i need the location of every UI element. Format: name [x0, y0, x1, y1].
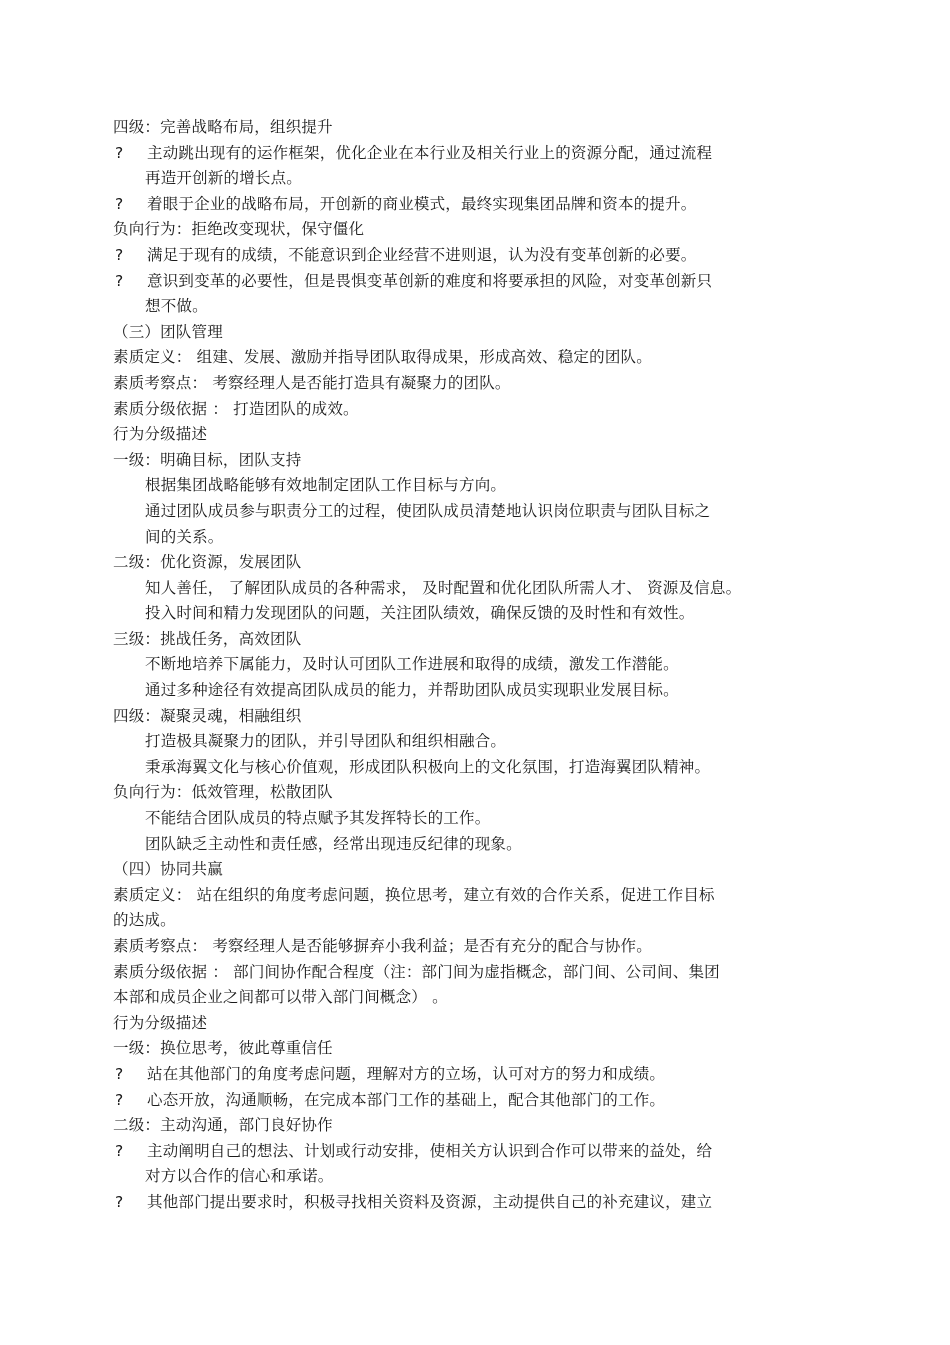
paragraph-line: [113, 601, 873, 627]
line-text: 对方以合作的信心和承诺。: [145, 1167, 334, 1186]
line-text: 素质考察点： 考察经理人是否能够摒弃小我利益；是否有充分的配合与协作。: [113, 937, 652, 955]
paragraph-line: [113, 806, 873, 832]
paragraph-line: [113, 1011, 873, 1037]
paragraph-line: [113, 473, 873, 499]
paragraph-line: [113, 397, 873, 423]
line-text: 素质定义： 站在组织的角度考虑问题，换位思考，建立有效的合作关系，促进工作目标: [113, 885, 715, 904]
paragraph-line: [113, 985, 873, 1011]
bullet-marker: ?: [115, 1141, 124, 1160]
paragraph-line: [113, 166, 873, 192]
paragraph-line: [113, 1164, 873, 1190]
line-text: 满足于现有的成绩，不能意识到企业经营不进则退，认为没有变革创新的必要。: [147, 245, 697, 264]
line-text: 四级：完善战略布局，组织提升: [113, 118, 333, 136]
line-text: 素质定义： 组建、发展、激励并指导团队取得成果，形成高效、稳定的团队。: [113, 348, 652, 367]
paragraph-line: [113, 832, 873, 858]
line-text: 着眼于企业的战略布局，开创新的商业模式，最终实现集团品牌和资本的提升。: [147, 194, 697, 213]
bullet-marker: ?: [115, 1090, 124, 1109]
paragraph-line: [113, 960, 873, 986]
line-text: 知人善任， 了解团队成员的各种需求， 及时配置和优化团队所需人才、 资源及信息。: [145, 578, 742, 597]
paragraph-line: [113, 422, 873, 448]
paragraph-line: [113, 499, 873, 525]
line-text: （四）协同共赢: [113, 860, 223, 879]
bullet-marker: ?: [115, 143, 124, 162]
line-text: 素质分级依据 ： 部门间协作配合程度（注：部门间为虚指概念，部门间、公司间、集团: [113, 962, 720, 981]
bullet-paragraph-line: [113, 1088, 873, 1114]
paragraph-line: [113, 1036, 873, 1062]
line-text: 行为分级描述: [113, 425, 208, 444]
bullet-marker: ?: [115, 271, 124, 290]
bullet-marker: ?: [115, 245, 124, 264]
bullet-marker: ?: [115, 1192, 124, 1211]
line-text: 意识到变革的必要性，但是畏惧变革创新的难度和将要承担的风险，对变革创新只: [147, 271, 713, 290]
line-text: 心态开放，沟通顺畅，在完成本部门工作的基础上，配合其他部门的工作。: [147, 1090, 666, 1109]
line-text: 负向行为：拒绝改变现状，保守僵化: [113, 220, 365, 239]
paragraph-line: [113, 857, 873, 883]
line-text: 负向行为：低效管理，松散团队: [113, 783, 333, 802]
paragraph-line: [113, 755, 873, 781]
line-text: 三级：挑战任务，高效团队: [113, 629, 302, 648]
bullet-paragraph-line: [113, 243, 873, 269]
line-text: 投入时间和精力发现团队的问题，关注团队绩效，确保反馈的及时性和有效性。: [145, 604, 695, 623]
line-text: 二级：主动沟通，部门良好协作: [113, 1116, 333, 1135]
line-text: 一级：明确目标，团队支持: [113, 450, 302, 469]
line-text: 主动跳出现有的运作框架，优化企业在本行业及相关行业上的资源分配，通过流程: [147, 143, 713, 162]
paragraph-line: [113, 678, 873, 704]
line-text: 再造开创新的增长点。: [145, 169, 303, 188]
line-text: 的达成。: [113, 911, 176, 930]
paragraph-line: [113, 448, 873, 474]
paragraph-line: [113, 627, 873, 653]
paragraph-line: [113, 934, 873, 960]
paragraph-line: [113, 345, 873, 371]
line-text: 不能结合团队成员的特点赋予其发挥特长的工作。: [145, 809, 491, 828]
line-text: 想不做。: [145, 297, 208, 316]
paragraph-line: [113, 780, 873, 806]
paragraph-line: [113, 576, 873, 602]
paragraph-line: [113, 652, 873, 678]
paragraph-line: [113, 294, 873, 320]
line-text: 通过团队成员参与职责分工的过程，使团队成员清楚地认识岗位职责与团队目标之: [145, 501, 711, 520]
bullet-paragraph-line: [113, 1190, 873, 1216]
bullet-marker: ?: [115, 194, 124, 213]
line-text: 打造极具凝聚力的团队，并引导团队和组织相融合。: [145, 732, 507, 751]
paragraph-line: [113, 320, 873, 346]
paragraph-line: [113, 908, 873, 934]
line-text: 其他部门提出要求时，积极寻找相关资料及资源，主动提供自己的补充建议，建立: [147, 1192, 713, 1211]
line-text: （三）团队管理: [113, 322, 223, 341]
line-text: 二级：优化资源，发展团队: [113, 553, 302, 572]
line-text: 一级：换位思考，彼此尊重信任: [113, 1039, 333, 1058]
paragraph-line: [113, 883, 873, 909]
paragraph-line: [113, 525, 873, 551]
line-text: 本部和成员企业之间都可以带入部门间概念） 。: [113, 988, 448, 1007]
line-text: 四级：凝聚灵魂，相融组织: [113, 706, 302, 725]
paragraph-line: [113, 729, 873, 755]
line-text: 通过多种途径有效提高团队成员的能力，并帮助团队成员实现职业发展目标。: [145, 681, 679, 700]
bullet-paragraph-line: [113, 192, 873, 218]
line-text: 行为分级描述: [113, 1013, 208, 1032]
line-text: 团队缺乏主动性和责任感，经常出现违反纪律的现象。: [145, 834, 522, 853]
paragraph-line: [113, 704, 873, 730]
line-text: 素质分级依据 ： 打造团队的成效。: [113, 399, 359, 418]
paragraph-line: [113, 550, 873, 576]
paragraph-line: [113, 371, 873, 397]
paragraph-line: [113, 1113, 873, 1139]
line-text: 不断地培养下属能力，及时认可团队工作进展和取得的成绩，激发工作潜能。: [145, 655, 679, 674]
bullet-paragraph-line: [113, 269, 873, 295]
line-text: 素质考察点： 考察经理人是否能打造具有凝聚力的团队。: [113, 373, 511, 392]
line-text: 根据集团战略能够有效地制定团队工作目标与方向。: [145, 476, 507, 495]
bullet-paragraph-line: [113, 1062, 873, 1088]
bullet-paragraph-line: [113, 141, 873, 167]
line-text: 间的关系。: [145, 527, 224, 546]
document-body: [113, 115, 873, 1216]
line-text: 主动阐明自己的想法、计划或行动安排，使相关方认识到合作可以带来的益处，给: [147, 1141, 713, 1160]
line-text: 秉承海翼文化与核心价值观，形成团队积极向上的文化氛围，打造海翼团队精神。: [145, 757, 711, 776]
paragraph-line: [113, 217, 873, 243]
line-text: 站在其他部门的角度考虑问题，理解对方的立场，认可对方的努力和成绩。: [147, 1064, 666, 1083]
paragraph-line: [113, 115, 873, 141]
bullet-paragraph-line: [113, 1139, 873, 1165]
bullet-marker: ?: [115, 1064, 124, 1083]
